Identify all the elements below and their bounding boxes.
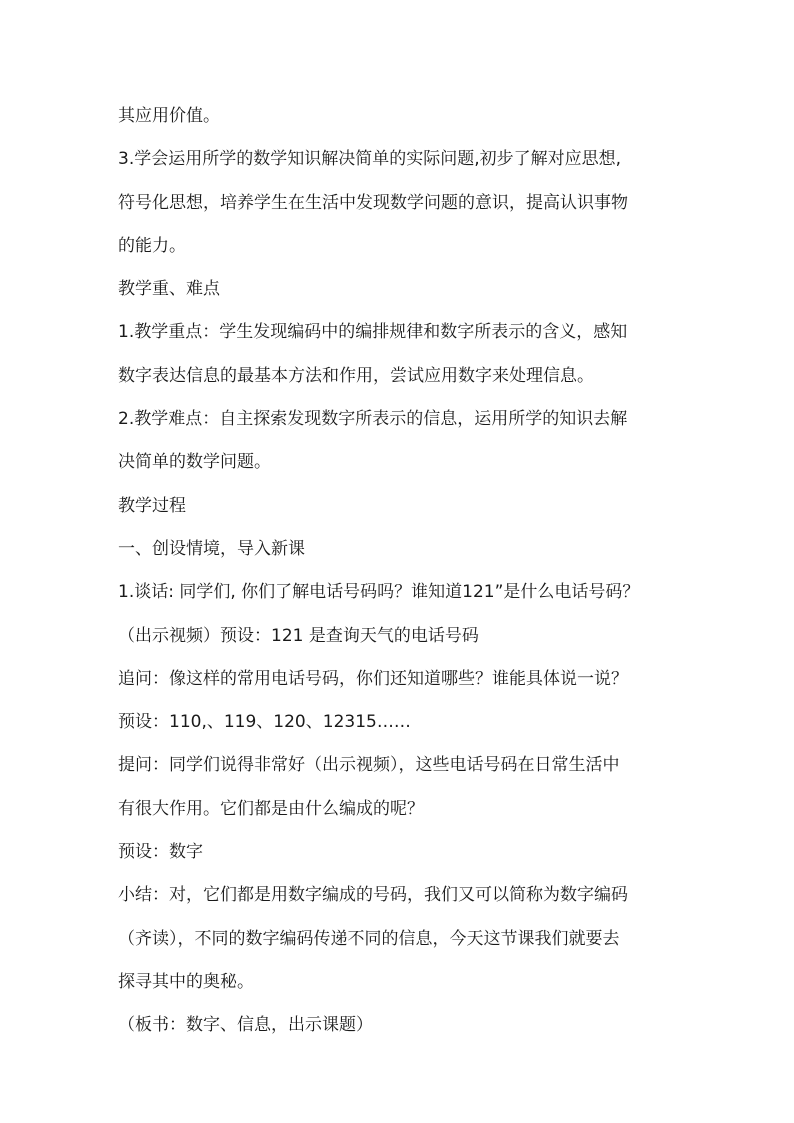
paragraph-line: 1.谈话: 同学们, 你们了解电话号码吗？谁知道121”是什么电话号码？ bbox=[118, 582, 640, 603]
paragraph-line: 的能力。 bbox=[118, 235, 186, 256]
section-heading: 教学重、难点 bbox=[118, 279, 220, 300]
paragraph-line: 符号化思想，培养学生在生活中发现数学问题的意识，提高认识事物 bbox=[118, 192, 628, 213]
paragraph-line: 有很大作用。它们都是由什么编成的呢？ bbox=[118, 798, 424, 819]
paragraph-line: 预设：数字 bbox=[118, 842, 203, 863]
paragraph-line: （齐读），不同的数字编码传递不同的信息，今天这节课我们就要去 bbox=[118, 928, 620, 949]
paragraph-line: 预设：110,、119、120、12315…… bbox=[118, 712, 411, 733]
document-body bbox=[118, 104, 688, 1057]
paragraph-line: 决简单的数学问题。 bbox=[118, 452, 271, 473]
paragraph-line: 提问：同学们说得非常好（出示视频），这些电话号码在日常生活中 bbox=[118, 755, 620, 776]
paragraph-line: 探寻其中的奥秘。 bbox=[118, 971, 254, 992]
paragraph-line: 2.教学难点：自主探索发现数字所表示的信息，运用所学的知识去解 bbox=[118, 409, 628, 430]
subsection-heading: 一、创设情境，导入新课 bbox=[118, 538, 305, 559]
paragraph-line: 追问：像这样的常用电话号码，你们还知道哪些？谁能具体说一说？ bbox=[118, 668, 628, 689]
paragraph-line: （板书：数字、信息，出示课题） bbox=[118, 1015, 373, 1036]
section-heading: 教学过程 bbox=[118, 495, 186, 516]
paragraph-line: 小结：对，它们都是用数字编成的号码，我们又可以简称为数字编码 bbox=[118, 885, 628, 906]
paragraph-line: 其应用价值。 bbox=[118, 106, 220, 126]
paragraph-line: 1.教学重点：学生发现编码中的编排规律和数字所表示的含义，感知 bbox=[118, 322, 628, 343]
paragraph-line: 3.学会运用所学的数学知识解决简单的实际问题,初步了解对应思想, bbox=[118, 149, 622, 170]
paragraph-line: 数字表达信息的最基本方法和作用，尝试应用数字来处理信息。 bbox=[118, 365, 594, 386]
paragraph-line: （出示视频）预设：121 是查询天气的电话号码 bbox=[118, 625, 479, 646]
